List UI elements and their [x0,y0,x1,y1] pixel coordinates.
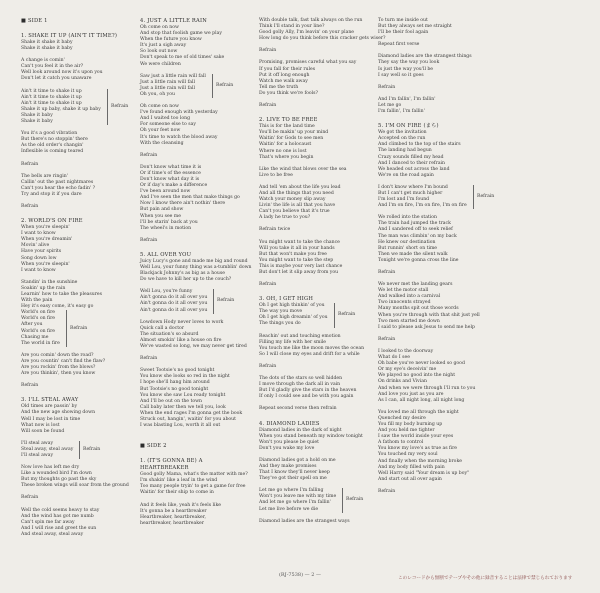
lyric-line: Like a wounded bird I'm down [21,471,92,477]
lyric-line: Let me go [378,102,402,108]
lyric-line: And I will rise and greet the sun [21,525,97,531]
lyric-line: But pain and show [140,207,184,213]
lyric-line: Put it off long enough [259,72,310,78]
lyric-line: You know she saw Lou ready tonight [140,392,226,398]
lyric-line: Call baby later then we tell you, look [140,404,226,410]
lyric-line: Lowdown Hody never loves to work [140,319,224,325]
lyric-line: When the end rages I'm gonna get the book [140,410,243,416]
lyric-line: Refrain [140,152,158,158]
refrain-group [21,89,131,126]
lyric-line: We never met the landing gears [378,282,453,288]
song-heading: 2. WORLD'S ON FIRE [21,218,83,225]
stanza-gap [140,429,250,435]
refrain-label: Refrain [111,103,129,109]
lyric-line: Let me live before we die [259,506,319,512]
refrain-label: Refrain [217,298,235,304]
lyric-line: How long do you think before this cracker gets wiser? [259,36,386,42]
lyric-line: Or if day's make a difference [140,183,208,189]
song-heading: 5. ALL OVER YOU [140,251,192,258]
lyric-line: A change is comin' [21,58,65,64]
lyric-line: Ain't it time to shake it up [21,94,82,100]
lyric-line: Diamond ladies got a hold on me [259,457,336,463]
lyric-line: Can't you believe that it's true [259,209,330,215]
lyric-line: Watch me walk away [259,78,308,84]
lyric-line: We headed out across the land [378,166,450,172]
lyric-line: I want to know [21,267,56,273]
song-heading: 3. I'LL STEAL AWAY [21,397,79,404]
refrain-bracket [259,488,343,512]
lyrics-column-1 [21,18,131,538]
lyric-line: Quick call a doctor [140,325,185,331]
lyric-line: So look out now [140,49,178,55]
lyric-line: We got the invitation [378,130,427,136]
lyric-line: Promising, promises careful what you say [259,60,357,66]
refrain-bracket [259,303,335,327]
lyric-line: Oh you, oh you [140,91,175,97]
lyric-line: Tonight we're gonna cross the line [378,257,459,263]
lyric-line: This is for the land time [259,124,315,130]
refrain-bracket [140,74,213,98]
refrain-bracket [21,89,108,126]
lyric-line: But I'd gladly give the stars in the heaven [259,388,357,394]
lyric-line: And walked into a carnival [378,294,441,300]
lyric-line: But Tootsie's no good tonight [140,386,209,392]
lyric-line: I'm fallin', I'm fallin' [378,109,425,115]
lyric-line: And they make promises [259,463,317,469]
lyric-line: Well Lou, you're funny [140,289,193,295]
lyric-line: Sweet Tootsie's no good tonight [140,368,215,374]
lyric-line: Refrain [378,488,396,494]
lyric-line: He knew our destination [378,239,436,245]
lyric-line: Is just the way you'll be [378,66,434,72]
lyric-line: When the future you know [140,37,202,43]
lyric-line: That's where you begin [259,154,314,160]
lyric-line: You'll be makin' up your mind [259,130,329,136]
lyric-line: What do I see [378,355,410,361]
lyric-line: We played no good into the night [378,373,456,379]
lyric-line: And when we were through I'll run to you [378,385,476,391]
lyric-line: Or if time's of the essence [140,170,201,176]
lyric-line: Don't speak to me of old times' sake [140,55,225,61]
lyric-line: Won't you please be quiet [259,439,319,445]
lyric-line: Refrain [259,103,277,109]
lyric-line: Oh come on now [140,25,179,30]
lyric-line: Blackjack Johnny's as big as a house [140,271,225,277]
lyric-line: Refrain [259,48,277,54]
lyric-line: We've wasted so long, we may never get tired [140,344,247,350]
song-heading: 4. JUST A LITTLE RAIN [140,18,207,24]
lyric-line: Ain't gonna do it all over you [140,307,208,313]
lyric-line: I said to please ask Jesus to send me help [378,324,475,330]
lyric-line: And finally when the morning broke [378,458,462,464]
lyric-line: Refrain [21,161,39,167]
lyric-line: And you held me tighter [378,428,435,434]
lyric-line: And I'll be out on the town [140,398,202,404]
lyric-line: Are you comin' down the road? [21,352,94,358]
lyrics-column-2 [140,18,250,527]
lyric-line: The wheel's in motion [140,225,192,231]
lyric-line: When you stand beneath my window tonight [259,433,363,439]
lyric-line: Now I know there ain't nothin' there [140,201,226,207]
lyric-line: Quenched my desire [378,415,426,421]
lyric-line: Waitin' for their ship to come in [140,490,214,496]
lyric-line: I'll be starin' back at you [140,219,198,225]
lyric-line: Well look around now it's upon you [21,70,103,76]
lyric-line: Are you thinkin', then you know [21,371,96,377]
lyric-line: So I will close my eyes and drift for a while [259,351,360,357]
lyric-line: And steal away, steal away [21,531,84,537]
lyric-line: And climbed to the top of the stairs [378,142,461,148]
lyric-line: Well Lou, your funny thing was a-tumblin' down [140,265,252,270]
lyric-line: Refrain [21,383,39,389]
lyric-line: Learnin' how to take the pleasures [21,292,102,297]
lyric-line: Two innocents strayed [378,300,431,306]
lyric-line: Chasing me [21,334,49,340]
lyric-line: Shake it up baby, shake it up baby [21,106,101,112]
refrain-label: Refrain [338,312,356,318]
song-heading: 3. OH, I GET HIGH [259,296,314,303]
lyric-line: You know my love's as true as fire [378,446,458,452]
lyric-line: I've found enough with yesterday [140,110,218,116]
lyric-line: We rolled into the station [378,215,438,221]
lyric-line: Callin' out the past nightmares [21,179,94,185]
lyric-line: World's on fire [21,310,56,316]
lyric-line: And love you just as you are [378,391,444,397]
lyric-line: Diamond ladies in the dark of night [259,427,342,433]
lyrics-column-4 [378,18,495,495]
lyric-line: You it's a good vibration [21,131,78,137]
lyric-line: But they always set me straight [378,24,452,30]
lyric-line: That I know they'll never keep [259,470,330,476]
lyric-line: Waitin' for a holocaust [259,142,312,148]
lyric-line: Struck out, hangin', waitin' for you about [140,416,236,422]
lyric-line: It's gonna be a heartbreaker [140,508,207,514]
lyric-line: Soakin' up the rain [21,285,66,291]
lyric-line: And I sandered off to seek relief [378,227,453,233]
lyric-line: Won't you leave me with my time [259,494,337,500]
lyric-line: Don't know what day it is [140,176,200,182]
refrain-group [259,303,369,327]
lyric-line: I'm shakin' like a leaf in the wind [140,478,218,484]
refrain-group [21,310,131,347]
catalog-footer: (RJ-7538) — 2 — [278,572,322,578]
lyric-line: Watch your money slip away [259,197,326,203]
lyric-line: I move through the dark all in vain [259,382,341,388]
lyric-line: Are you rockin' from the blows? [21,365,96,371]
lyric-line: Many months spit out those words [378,306,459,312]
lyric-line: You know she looks so red in the night [140,374,230,380]
lyric-line: Saw just a little rain will fall [140,73,206,79]
lyric-line: Can't you feel it in the air? [21,64,84,70]
refrain-group [21,441,131,459]
refrain-group [259,488,369,512]
lyric-line: Then we made the silent walk [378,251,448,257]
lyric-line: The landing had begun [378,148,432,154]
lyric-line: We're on the road again [378,172,434,178]
lyric-line: Just a little rain will fall [140,79,195,85]
lyrics-column-3 [259,18,386,525]
refrain-bracket [140,289,214,313]
lyric-line: And my body filled with pain [378,464,445,470]
lyric-line: I'm lost and I'm found [378,197,430,203]
lyric-line: And let me go where I'm fallin' [259,500,331,506]
lyric-line: But that won't make you free [259,251,327,257]
lyric-line: Livin' the life is all that you have [259,203,336,209]
lyric-line: Don't you wake my love [259,445,315,451]
lyric-line: Where no one is lost [259,148,307,154]
lyric-line: You loved me all through the night [378,409,459,415]
lyric-line: With the cleansing [140,140,184,146]
lyric-line: Ain't gonna do it all over you [140,295,208,301]
lyric-line: Will you take it all in your hands [259,245,335,251]
lyric-line: When you're dreamin' [21,237,73,243]
lyric-line: Two men started me down [378,318,440,324]
lyric-line: Filling my life with her smile [259,339,327,345]
refrain-group [378,184,495,209]
lyric-line: Hey it's easy come, it's easy go [21,304,94,310]
lyric-line: Do you think we're fools? [259,90,318,96]
lyric-line: Shake it baby [21,119,53,125]
lyric-line: The train had jumped the track [378,221,451,227]
lyric-line: The man was climbin' on my back [378,233,457,239]
lyric-line: Old times are passin' by [21,404,78,410]
lyric-line: I looked to the doorway [378,348,434,354]
lyric-line: But my thoughts go past the sky [21,477,97,483]
lyric-line: When you see me [140,213,181,219]
lyric-line: But runnin' short on time [378,245,438,251]
lyric-line: With double talk, fast talk always on the run [259,18,363,23]
lyric-line: Reachin' out and touching emotion [259,333,341,339]
lyric-line: Like the wind that blows over the sea [259,166,347,172]
refrain-label: Refrain [83,446,101,452]
lyric-line: Tell me the truth [259,84,299,90]
lyric-line: You fill my body burning up [378,421,443,427]
lyric-line: Good golly Ally, I'm leavin' on your plane [259,30,355,36]
lyric-line: Don't let it catch you unaware [21,76,92,82]
refrain-label: Refrain [70,325,88,331]
lyric-line: Inflexible is coming teared [21,149,84,155]
lyric-line: Refrain [259,282,277,288]
lyric-line: The dots of the stars so well hidden [259,376,343,382]
song-heading: ■ SIDE 1 [21,18,48,24]
lyric-line: I was blasting Lou, worth it all out [140,423,221,429]
lyric-line: On drinks and Vivian [378,379,427,385]
refrain-label: Refrain [346,497,364,503]
lyric-line: Well Harry said "Your dream is up boy" [378,470,470,476]
refrain-label: Refrain [477,194,495,200]
lyric-line: heartbreaker, heartbreaker [140,520,204,526]
lyric-line: Will soon be found [21,428,65,434]
lyric-line: I'll be their fool again [378,30,429,36]
lyric-line: And I danced to their refrain [378,160,445,166]
lyric-line: But don't let it slip away from you [259,270,339,275]
lyric-line: Accepted on the run [378,136,426,142]
lyric-line: Good golly Mama, what's the matter with me? [140,472,248,478]
lyric-line: Or my eye's deceivin' me [378,367,437,373]
lyric-line: You might want to take the chance [259,239,340,245]
lyric-line: World's on fire [21,328,56,334]
song-heading: 2. LIVE TO BE FREE [259,117,318,124]
lyric-line: Refrain [21,203,39,209]
lyric-line: Just a little rain will fall [140,85,195,91]
lyric-line: Heartbreaker, heartbreaker, [140,514,206,520]
refrain-bracket [378,185,474,209]
lyric-line: Don't know what time it is [140,164,202,170]
lyric-line: I saw the world inside your eyes [378,434,454,440]
lyric-line: What now is lost [21,422,60,428]
lyric-line: Let me go where I'm falling [259,488,324,494]
lyric-line: When you're sleepin' [21,261,70,267]
lyric-line: Juicy Lucy's gone and made me big and round [140,258,248,264]
lyric-line: Oh come on now [140,104,179,110]
lyric-line: Repeat second verse then refrain [259,406,337,412]
lyric-line: Oh your feet now [140,128,181,134]
lyric-line: Are you countin' can't find the flaw? [21,358,106,364]
lyric-line: I say well so it goes [378,72,424,78]
refrain-bracket [21,310,67,347]
lyric-line: Steal away, steal away [21,446,74,452]
lyric-line: They've got their spell on me [259,476,327,482]
lyric-line: Repeat first verse [378,42,420,48]
lyric-line: After you [21,322,43,328]
lyric-line: If only I could see and be with you again [259,394,354,400]
lyric-line: And it feels like, yeah it's feels like [140,502,221,508]
lyric-line: Refrain [140,356,158,362]
lyric-line: With the pain [21,298,53,304]
lyric-line: The world in fire [21,340,60,346]
lyric-line: Live to be free [259,172,293,178]
lyric-line: Refrain [378,270,396,275]
song-heading: 1. SHAKE IT UP (AIN'T IT TIME?) [21,33,118,39]
lyric-line: Well the cold seems heavy to stay [21,507,100,513]
lyric-line: I don't know where I'm bound [378,184,448,190]
refrain-label: Refrain [216,82,234,88]
lyric-line: To turn me inside out [378,18,428,23]
lyric-line: I want to know [21,231,56,237]
song-heading: 1. (IT'S GONNA BE) A HEARTBREAKER [140,458,203,472]
lyric-line: You might want to take the step [259,257,334,263]
lyric-line: And all the things that you need [259,190,334,196]
lyric-line: Oh I get high dreamin' of you [259,315,328,321]
lyric-line: This is maybe your very last chance [259,263,343,269]
lyric-line: And the new age showing down [21,410,96,416]
lyric-line: Well I may be lost in time [21,416,81,422]
lyric-line: And stop that foolish game we play [140,31,222,37]
lyric-line: And I'm fallin', I'm fallin' [378,96,436,102]
lyric-line: A fathom to control [378,440,424,446]
lyric-line: Refrain [378,336,396,342]
lyric-line: Refrain [378,84,396,90]
lyric-line: Diamond ladies are the strangest things [378,54,472,60]
lyric-line: You touched my very soul [378,452,438,458]
lyric-line: Do we have to kill her up to the couch? [140,277,232,283]
lyric-line: Oh babe you've never looked so good [378,361,465,367]
lyric-line: Crazy sounds filled my head [378,154,444,160]
lyric-line: Waitin' for Gods to see men [259,136,324,142]
lyric-line: Try and stop it if you dare [21,191,82,197]
song-heading: ■ SIDE 2 [140,443,167,450]
lyric-line: Almost smokin' like a house on fire [140,337,222,343]
lyric-line: Now love has left me dry [21,465,80,471]
lyric-line: The things you do [259,321,301,327]
lyric-line: Can't spin me far away [21,519,75,525]
refrain-group [140,74,250,98]
lyric-line: And tell 'em about the life you lead [259,184,341,190]
lyric-line: Refrain [140,237,158,243]
lyric-line: Shake it shake it baby [21,40,73,45]
lyric-line: I've been around now [140,189,191,195]
lyric-line: Ain't it time to shake it up [21,88,82,94]
lyric-line: Can't you hear the echo fadin' ? [21,185,96,191]
lyric-line: And I'm on fire, I'm on fire, I'm on fire [378,203,467,209]
lyric-line: As the old order's changin' [21,143,84,149]
lyric-line: But I can't get much higher [378,190,443,196]
lyric-line: These broken wings will soar from the ground [21,483,129,489]
lyric-line: I'll steal away [21,452,54,458]
lyric-line: Movin' alive [21,243,50,249]
lyric-line: Ain't it time to shake it up [21,100,82,106]
lyric-line: It's time to watch the blood away [140,134,218,140]
lyric-line: Oh I get high thinkin' of you [259,303,325,309]
lyric-line: When you're through with that shit just yell [378,312,480,318]
refrain-group [140,289,250,313]
lyric-line: The way you move [259,309,303,315]
refrain-bracket [21,441,80,459]
lyric-line: And start out all over again [378,476,442,482]
song-heading: 5. I'M ON FIRE (まち) [378,123,439,130]
copyright-note: このレコードから無断でテープやその他に録音することは法律で禁じられております [398,576,573,581]
lyric-line: A lady he true to you? [259,215,311,221]
lyric-line: Too many people tryin' to get a game for free [140,484,246,490]
lyric-line: They say the way you look [378,60,440,66]
lyric-line: Shake it shake it baby [21,46,73,52]
lyric-line: Think I'll stand in your line? [259,24,325,30]
lyric-line: And I waited too long [140,116,191,122]
lyric-line: Song down low [21,255,57,261]
lyric-line: Refrain [259,363,277,369]
lyric-line: Diamond ladies are the strangest ways [259,518,350,524]
lyric-line: Shake it baby [21,112,53,118]
lyric-line: For someone else to say [140,122,196,128]
lyric-line: You touch me like the moon moves the ocean [259,345,365,351]
lyric-line: World's on fire [21,316,56,322]
lyric-line: It's just a sigh away [140,43,187,49]
lyric-line: The situation's so absurd [140,331,199,337]
lyric-line: Standin' in the sunshine [21,279,78,285]
lyric-line: I'll steal away [21,440,54,446]
lyric-line: As I can, all night long, all night long [378,397,465,403]
lyric-line: We let the motor stall [378,288,429,294]
lyric-line: When you're sleepin' [21,225,70,231]
lyric-line: If you fall for their rules [259,66,316,72]
lyric-line: Refrain [21,495,39,501]
lyric-line: I hope she'll hang him around [140,380,210,386]
lyric-line: But there's no stoppin' there [21,137,88,143]
lyric-line: We were children [140,61,181,67]
lyric-line: Ain't gonna do it all over you [140,301,208,307]
lyric-line: And I've seen the men that make things go [140,195,240,201]
lyric-line: And the wind has got me numb [21,513,94,519]
song-heading: 4. DIAMOND LADIES [259,420,320,427]
lyric-line: Refrain twice [259,227,291,233]
lyric-line: Have your spirits [21,249,62,255]
lyric-line: The bells are ringin' [21,173,68,179]
